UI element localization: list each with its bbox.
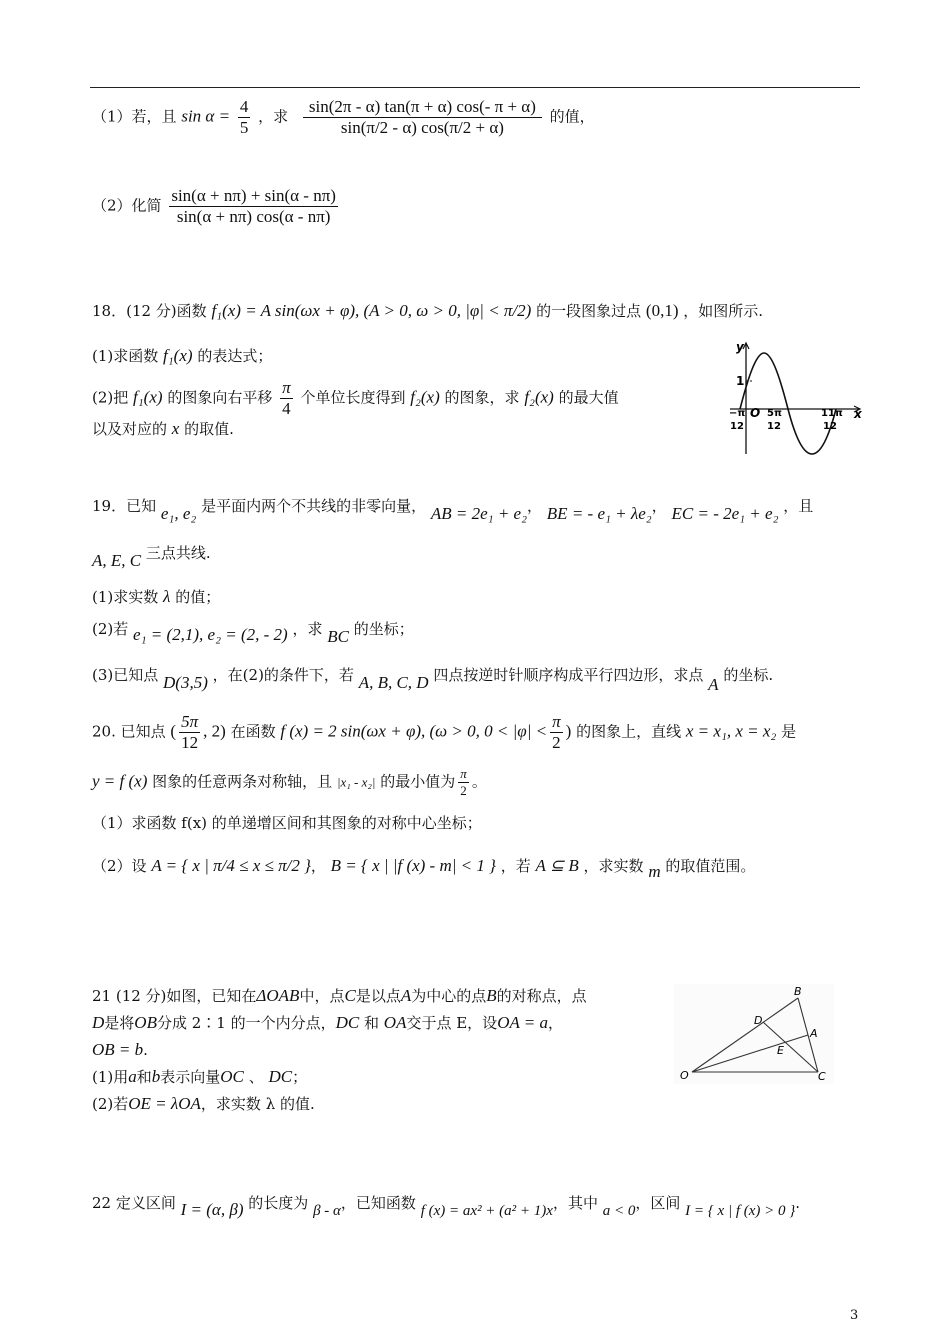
q19-p3b: ，在(2)的条件下，若 bbox=[212, 666, 354, 684]
q19-p3: (3)已知点 bbox=[92, 666, 159, 684]
q21-l1e: 的对称点，点 bbox=[496, 987, 587, 1005]
q21-l4c: 表示向量 bbox=[160, 1068, 221, 1086]
q17-p1-cond-den: 5 bbox=[239, 118, 249, 137]
q19-a: A bbox=[708, 675, 719, 694]
q20-pt-num: 5π bbox=[181, 712, 199, 731]
q21-dc: DC bbox=[335, 1013, 360, 1032]
q22-line bbox=[92, 1192, 801, 1219]
q18-p1-f: f₁(x) bbox=[163, 346, 193, 365]
q18-tail2: ，如图所示. bbox=[683, 302, 764, 320]
q20-close: ) bbox=[565, 721, 572, 741]
q19-abcd: A, B, C, D bbox=[358, 673, 429, 692]
q21-va: a bbox=[128, 1067, 137, 1086]
label-C: C bbox=[818, 1070, 826, 1083]
q21-triangle-figure bbox=[674, 984, 834, 1084]
q18-head-text: 18．(12 分)函数 bbox=[92, 302, 207, 320]
q22-d: ，其中 bbox=[552, 1194, 598, 1212]
q21-l2c: 分成 2∶1 的一个内分点， bbox=[156, 1014, 336, 1032]
q21-tri: ΔOAB bbox=[256, 986, 300, 1005]
q21-oc: OC bbox=[220, 1067, 244, 1086]
q19-head bbox=[92, 495, 814, 523]
q20-part1 bbox=[92, 812, 482, 833]
graph-one-label: 1 bbox=[736, 374, 745, 388]
q21-a: A bbox=[400, 986, 412, 1005]
q17-p1-end: 的值， bbox=[549, 107, 595, 126]
tick1-den: 12 bbox=[730, 421, 744, 432]
q20-setB: B = { x | |f (x) - m| < 1 } bbox=[330, 856, 496, 875]
q20-line2 bbox=[92, 766, 487, 799]
q20-tail: 是 bbox=[781, 722, 797, 741]
q21-oe: OE = λOA bbox=[128, 1094, 201, 1113]
q21-l1c: 是以点 bbox=[355, 987, 401, 1005]
q21-ob: OB bbox=[134, 1013, 157, 1032]
q20-mid: 在函数 bbox=[230, 722, 276, 741]
q20-p2d: 的取值范围。 bbox=[665, 857, 756, 875]
q21-l2b: 是将 bbox=[104, 1014, 135, 1032]
q20-setA: A = { x | π/4 ≤ x ≤ π/2 } bbox=[151, 856, 311, 875]
q18-shift-num: π bbox=[282, 378, 291, 397]
q19-ec: EC = - 2e₁ + e₂ bbox=[671, 504, 779, 523]
q18-p2-b: 的图象向右平移 bbox=[167, 388, 273, 407]
q18-part2-line2 bbox=[92, 418, 234, 439]
q21-line3 bbox=[92, 1040, 148, 1060]
q18-p2-f2b: f₂(x) bbox=[524, 387, 554, 407]
q17-p2-num: sin(α + nπ) + sin(α - nπ) bbox=[171, 186, 336, 205]
q20-p2c: ，求实数 bbox=[583, 857, 644, 875]
q21-l2f: ， bbox=[548, 1014, 564, 1032]
q19-p2b: ，求 bbox=[292, 620, 323, 638]
q20-part2: （2）设 A = { x | π/4 ≤ x ≤ π/2 }， B = { x | |f (x) - m| < 1 } ，若 A ⊆ B ，求实数 m 的取值范围。 bbox=[92, 856, 756, 881]
q20-pi-den: 2 bbox=[552, 733, 561, 752]
q17-p1-cond: sin α = bbox=[181, 106, 231, 126]
q21-part1 bbox=[92, 1066, 307, 1087]
q18-shift-frac bbox=[280, 378, 293, 419]
q18-sine-graph bbox=[726, 338, 866, 458]
label-A: A bbox=[810, 1027, 818, 1040]
tick3-num: 11π bbox=[821, 408, 843, 419]
q18-p2-d: 的图象，求 bbox=[444, 388, 520, 407]
q17-p1-den: sin(π/2 - α) cos(π/2 + α) bbox=[340, 118, 504, 137]
q21-l4d: 、 bbox=[248, 1068, 264, 1086]
q20-p1: （1）求函数 f(x) 的单递增区间和其图象的对称中心坐标； bbox=[92, 814, 482, 832]
q20-func: f (x) = 2 sin(ωx + φ), (ω > 0, 0 < |φ| < bbox=[280, 721, 548, 741]
q18-point: (0,1) bbox=[645, 301, 679, 320]
label-B: B bbox=[794, 985, 802, 998]
q21-line2 bbox=[92, 1012, 563, 1033]
q20-mid2: 的图象上，直线 bbox=[576, 722, 682, 741]
q20-pt-den: 12 bbox=[181, 733, 199, 752]
label-D: D bbox=[754, 1014, 763, 1027]
q19-desc: 是平面内两个不共线的非零向量， bbox=[201, 497, 427, 515]
q21-c: C bbox=[344, 986, 356, 1005]
tick1-num: −π bbox=[729, 408, 746, 419]
q18-part2 bbox=[92, 378, 619, 419]
page-number: 3 bbox=[850, 1308, 859, 1323]
q17-p2-den: sin(α + nπ) cos(α - nπ) bbox=[176, 207, 331, 226]
q18-p2-f2: f₂(x) bbox=[410, 387, 440, 407]
q21-l1b: 中，点 bbox=[299, 987, 345, 1005]
q21-l5a: (2)若 bbox=[92, 1095, 129, 1113]
label-E: E bbox=[777, 1044, 784, 1057]
q20-head-text: 20. 已知点 bbox=[92, 722, 166, 741]
q22-f: . bbox=[795, 1194, 801, 1212]
q21-l3b: . bbox=[143, 1041, 148, 1059]
q19-colinear: 三点共线. bbox=[145, 544, 211, 562]
q21-dc2: DC bbox=[268, 1067, 293, 1086]
q20-m: m bbox=[648, 862, 661, 881]
q21-l4b: 和 bbox=[136, 1068, 152, 1086]
q18-tail: 的一段图象过点 bbox=[536, 302, 642, 320]
q19-ab: AB = 2e₁ + e₂ bbox=[430, 504, 527, 523]
q19-part2 bbox=[92, 618, 414, 646]
q17-p2-frac bbox=[169, 186, 338, 227]
label-O: O bbox=[680, 1069, 689, 1082]
q19-bc: BC bbox=[327, 627, 350, 646]
q21-l4e: ； bbox=[292, 1068, 308, 1086]
q19-sep1: ， bbox=[527, 497, 543, 515]
tick2-den: 12 bbox=[767, 421, 781, 432]
q20-pt-frac bbox=[179, 712, 200, 753]
q19-p3d: 的坐标. bbox=[723, 666, 774, 684]
q18-func: f₁(x) = A sin(ωx + φ), (A > 0, ω > 0, |φ| < π/2) bbox=[211, 301, 532, 320]
q21-oaa: OA = a bbox=[497, 1013, 549, 1032]
q21-b: B bbox=[486, 986, 497, 1005]
q19-lambda: λ bbox=[163, 587, 171, 606]
q19-p3c: 四点按逆时针顺序构成平行四边形，求点 bbox=[433, 666, 704, 684]
q22-b: 的长度为 bbox=[248, 1194, 309, 1212]
q19-sep2: ， bbox=[651, 497, 667, 515]
q17-p2-label: （2）化简 bbox=[92, 196, 162, 215]
q19-part1 bbox=[92, 586, 220, 607]
q21-l2e: 交于点 E，设 bbox=[406, 1014, 498, 1032]
q20-p2: （2）设 bbox=[92, 857, 147, 875]
q20-min-num: π bbox=[460, 766, 467, 781]
q18-p2-e: 的最大值 bbox=[558, 388, 619, 407]
q19-p1b: 的值； bbox=[175, 588, 221, 606]
q21-line1 bbox=[92, 985, 587, 1006]
q19-line2 bbox=[92, 542, 211, 570]
q19-be: BE = - e₁ + λe₂ bbox=[546, 504, 652, 523]
q22-len: β - α bbox=[313, 1203, 341, 1219]
q20-line2a: y = f (x) bbox=[92, 771, 148, 791]
q22-interval: I = (α, β) bbox=[180, 1200, 244, 1219]
q19-head-text: 19．已知 bbox=[92, 497, 157, 515]
q20-line2b: 图象的任意两条对称轴，且 bbox=[152, 772, 333, 791]
q22-a: 22 定义区间 bbox=[92, 1194, 176, 1212]
q18-p2-line2a: 以及对应的 bbox=[92, 420, 168, 438]
q17-p1-cond-num: 4 bbox=[239, 97, 249, 116]
q22-cond: a < 0 bbox=[602, 1203, 636, 1219]
q20-head: 20. 已知点 ( $\frac{5\pi}{12}$ , 2) 在函数 f (x) = 2 sin(ωx + φ), (ω > 0, 0 < |φ| < $\frac{\pi}{2}$ ) 的图象上，直线 x = x₁, x = x₂ 是 bbox=[92, 712, 797, 752]
q20-min-den: 2 bbox=[460, 783, 467, 798]
q18-p2-line2b: 的取值. bbox=[184, 420, 234, 438]
q21-l1a: 21 (12 分)如图，已知在 bbox=[92, 987, 257, 1005]
q22-c: ，已知函数 bbox=[340, 1194, 416, 1212]
q21-l1d: 为中心的点 bbox=[411, 987, 487, 1005]
q18-p2-a: (2)把 bbox=[92, 388, 129, 407]
q19-vecs: e₁, e₂ bbox=[160, 504, 197, 523]
q20-pi-frac bbox=[550, 712, 563, 753]
q18-p1-b: 的表达式； bbox=[197, 347, 273, 365]
q17-p1-mid: ，求 bbox=[258, 107, 289, 126]
q17-part1 bbox=[92, 97, 595, 138]
q21-obb: OB = b bbox=[92, 1040, 144, 1059]
q22-func: f (x) = ax² + (a² + 1)x bbox=[420, 1203, 553, 1219]
q19-p2v: e₁ = (2,1), e₂ = (2, - 2) bbox=[133, 625, 288, 644]
q18-p2-x: x bbox=[171, 419, 180, 438]
q22-e: ，区间 bbox=[635, 1194, 681, 1212]
q20-line2c: 的最小值为 bbox=[380, 772, 456, 791]
q20-abs: |x₁ - x₂| bbox=[336, 774, 376, 790]
q18-shift-den: 4 bbox=[282, 399, 291, 418]
graph-origin-label: O bbox=[750, 406, 761, 420]
q18-head bbox=[92, 300, 763, 321]
q19-p2: (2)若 bbox=[92, 620, 129, 638]
q21-vb: b bbox=[151, 1067, 161, 1086]
q20-pi-num: π bbox=[552, 712, 561, 731]
q21-l4a: (1)用 bbox=[92, 1068, 129, 1086]
q19-part3 bbox=[92, 664, 774, 694]
tick2-num: 5π bbox=[767, 408, 782, 419]
q17-p1-label: （1）若，且 bbox=[92, 107, 177, 126]
graph-y-label: y bbox=[736, 340, 744, 354]
q19-aec: A, E, C bbox=[92, 551, 142, 570]
q17-p1-cond-frac bbox=[238, 97, 251, 138]
q17-p1-big-frac bbox=[303, 97, 542, 138]
q20-sub: A ⊆ B bbox=[535, 856, 579, 875]
tick3-den: 12 bbox=[823, 421, 837, 432]
header-rule bbox=[90, 87, 860, 88]
q20-pt-tail: , 2) bbox=[203, 721, 226, 741]
q20-line2d: 。 bbox=[471, 772, 487, 791]
graph-x-label: x bbox=[854, 407, 862, 421]
q18-p2-f1: f₁(x) bbox=[133, 387, 163, 407]
q22-set: I = { x | f (x) > 0 } bbox=[685, 1203, 796, 1219]
q17-part2 bbox=[92, 186, 341, 227]
q18-part1 bbox=[92, 345, 272, 366]
sine-curve bbox=[740, 353, 836, 454]
q20-min-frac bbox=[458, 766, 469, 799]
q21-l2a: D bbox=[92, 1013, 105, 1032]
q21-part2 bbox=[92, 1093, 315, 1114]
q21-l5b: ，求实数 λ 的值. bbox=[200, 1095, 315, 1113]
q20-p2b: ，若 bbox=[500, 857, 531, 875]
q19-p2c: 的坐标； bbox=[353, 620, 414, 638]
q19-p1: (1)求实数 bbox=[92, 588, 159, 606]
q18-p1-a: (1)求函数 bbox=[92, 347, 159, 365]
q20-lines: x = x₁, x = x₂ bbox=[685, 721, 777, 741]
q19-and: ，且 bbox=[783, 497, 814, 515]
q19-d: D(3,5) bbox=[163, 673, 208, 692]
q18-p2-c: 个单位长度得到 bbox=[300, 388, 406, 407]
q21-l2d: 和 bbox=[364, 1014, 380, 1032]
q17-p1-num: sin(2π - α) tan(π + α) cos(- π + α) bbox=[303, 97, 542, 118]
q21-oa: OA bbox=[383, 1013, 407, 1032]
